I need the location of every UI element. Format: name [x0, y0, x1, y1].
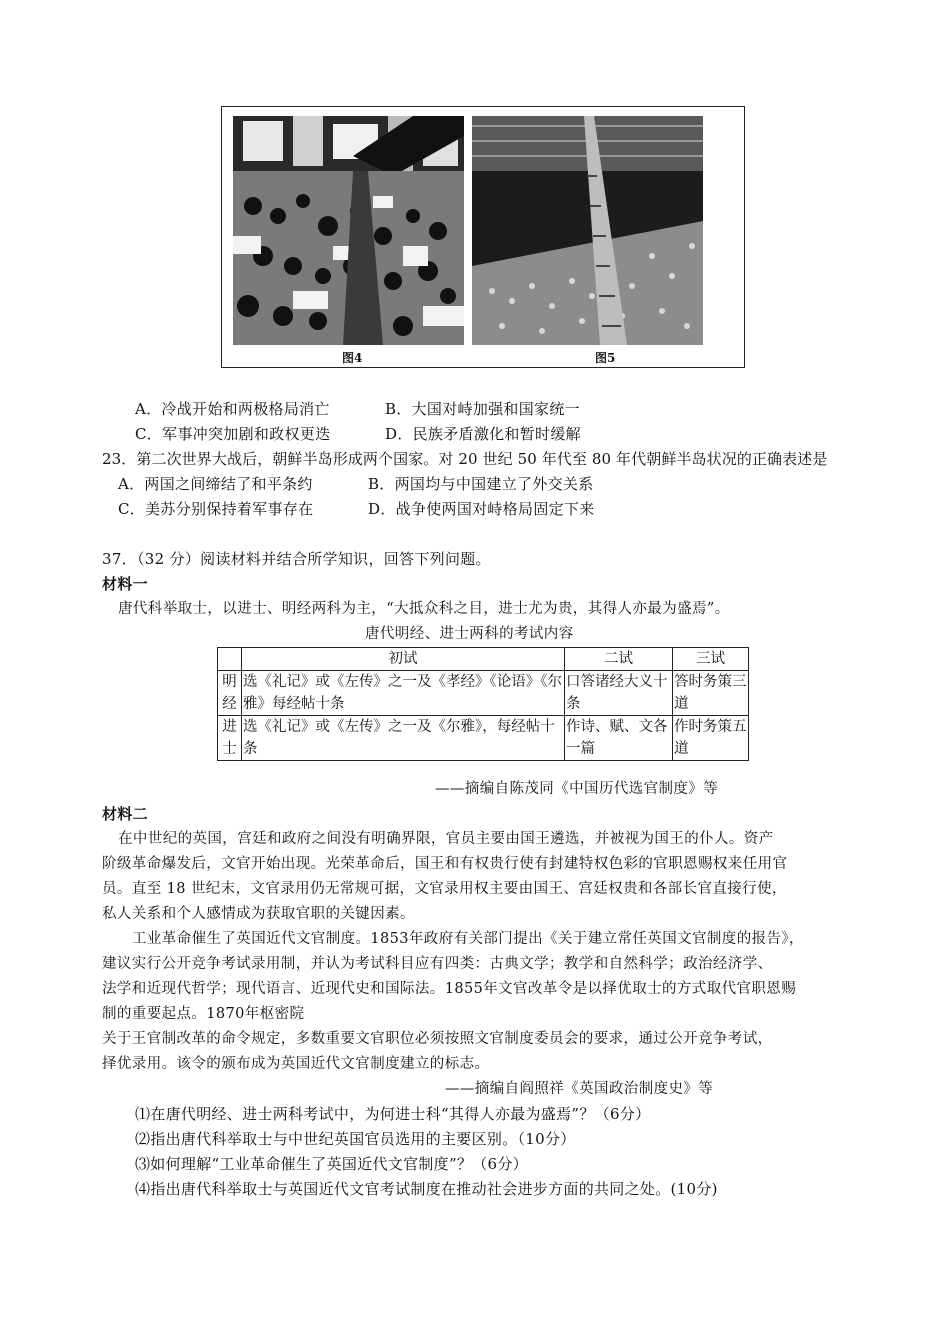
cell-second: 口答诸经大义十条	[565, 671, 673, 716]
q22-option-c: C．军事冲突加剧和政权更迭	[135, 425, 331, 443]
material1-source: ——摘编自陈茂同《中国历代选官制度》等	[435, 781, 719, 797]
cell-third: 答时务策三道	[673, 671, 749, 716]
subquestion-3: ⑶如何理解“工业革命催生了英国近代文官制度”？（6分）	[135, 1155, 528, 1173]
q23-stem: 23．第二次世界大战后，朝鲜半岛形成两个国家。对 20 世纪 50 年代至 80 年代朝鲜半岛状况的正确表述是	[102, 450, 828, 468]
material1-intro: 唐代科举取士，以进士、明经两科为主，“大抵众科之目，进士尤为贵，其得人亦最为盛焉”。	[118, 601, 730, 617]
figure-frame	[221, 106, 745, 368]
material2-line: 建议实行公开竞争考试录用制，并认为考试科目应有四类：古典文学；教学和自然科学；政治经济学、	[102, 956, 773, 972]
table-header-third: 三试	[673, 648, 749, 671]
cobblestone-line-photo	[472, 116, 703, 345]
table-header-second: 二试	[565, 648, 673, 671]
material2-line: 择优录用。该令的颁布成为英国近代文官制度建立的标志。	[102, 1056, 490, 1072]
cell-third: 作时务策五道	[673, 716, 749, 761]
material2-heading: 材料二	[102, 805, 148, 823]
table-header-first: 初试	[242, 648, 565, 671]
q22-option-d: D．民族矛盾激化和暂时缓解	[385, 425, 581, 443]
q22-option-b: B．大国对峙加强和国家统一	[385, 400, 580, 418]
q23-option-a: A．两国之间缔结了和平条约	[118, 475, 313, 493]
cell-first: 选《礼记》或《左传》之一及《尔雅》，每经帖十条	[242, 716, 565, 761]
material2-line: 员。直至 18 世纪末，文官录用仍无常规可据，文官录用权主要由国王、宫廷权贵和各部长官直接行使，	[102, 881, 787, 897]
subquestion-2: ⑵指出唐代科举取士与中世纪英国官员选用的主要区别。（10分）	[135, 1130, 576, 1148]
material2-line: 阶级革命爆发后，文官开始出现。光荣革命后，国王和有权贵行使有封建特权色彩的官职恩赐权来任用官	[102, 856, 788, 872]
cell-second: 作诗、赋、文各一篇	[565, 716, 673, 761]
material2-line: 私人关系和个人感情成为获取官职的关键因素。	[102, 906, 415, 922]
table-row	[218, 716, 749, 761]
table-title: 唐代明经、进士两科的考试内容	[365, 626, 574, 642]
q23-option-d: D．战争使两国对峙格局固定下来	[368, 500, 595, 518]
figure-4-caption: 图4	[342, 351, 363, 365]
q23-option-c: C．美苏分别保持着军事存在	[118, 500, 314, 518]
figure-5-caption: 图5	[595, 351, 616, 365]
material2-line: 制的重要起点。1870年枢密院	[102, 1006, 305, 1022]
row-label-jinshi: 进士	[218, 716, 242, 761]
material2-line: 在中世纪的英国，宫廷和政府之间没有明确界限，官员主要由国王遴选，并被视为国王的仆人。资产	[118, 831, 774, 847]
material1-heading: 材料一	[102, 575, 148, 593]
material2-source: ——摘编自阎照祥《英国政治制度史》等	[445, 1081, 714, 1097]
q22-option-a: A．冷战开始和两极格局消亡	[135, 400, 330, 418]
street-crowd-photo	[233, 116, 464, 345]
subquestion-4: ⑷指出唐代科举取士与英国近代文官考试制度在推动社会进步方面的共同之处。(10分)	[135, 1180, 718, 1198]
material2-line: 关于王官制改革的命令规定，多数重要文官职位必须按照文官制度委员会的要求，通过公开竞争考试，	[102, 1031, 773, 1047]
q37-stem: 37．（32 分）阅读材料并结合所学知识，回答下列问题。	[102, 550, 491, 568]
table-header-blank	[218, 648, 242, 671]
material2-line: 法学和近现代哲学；现代语言、近现代史和国际法。1855年文官改革令是以择优取士的方式取代官职恩赐	[102, 981, 797, 997]
q23-option-b: B．两国均与中国建立了外交关系	[368, 475, 594, 493]
material2-line: 工业革命催生了英国近代文官制度。1853年政府有关部门提出《关于建立常任英国文官制度的报告》，	[132, 931, 804, 947]
table-row	[218, 671, 749, 716]
subquestion-1: ⑴在唐代明经、进士两科考试中，为何进士科“其得人亦最为盛焉”？（6分）	[135, 1105, 651, 1123]
table-header-row	[218, 648, 749, 671]
row-label-mingjing: 明经	[218, 671, 242, 716]
exam-content-table	[217, 647, 749, 761]
cell-first: 选《礼记》或《左传》之一及《孝经》《论语》《尔雅》每经帖十条	[242, 671, 565, 716]
